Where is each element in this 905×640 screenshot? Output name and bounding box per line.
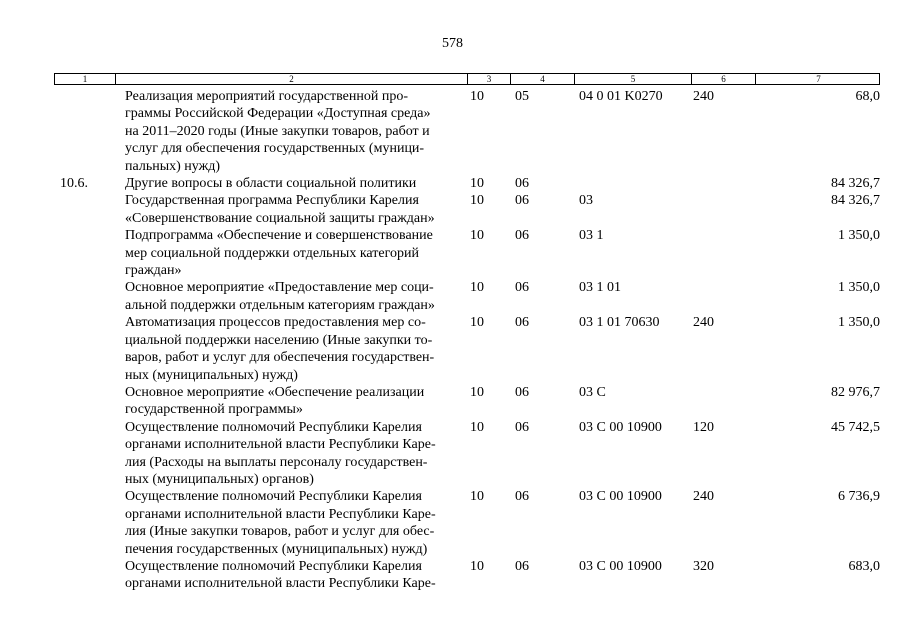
table-row [54,558,880,593]
row-number [54,488,115,558]
target-article-code: 03 С 00 10900 [579,558,662,574]
column-number: 7 [816,74,821,84]
item-name: Реализация мероприятий государственной про- граммы Российской Федерации «Доступная среда» на 2011–2020 годы (Иные закупки товаров, работ и услуг для обеспечения государственных (муници- пальных) нужд) [125,89,431,174]
amount: 68,0 [855,89,880,104]
amount: 84 326,7 [831,193,880,209]
budget-table [54,88,880,593]
subsection-code: 06 [515,419,529,435]
amount: 6 736,9 [838,489,880,505]
amount: 1 350,0 [838,315,880,331]
section-code: 10 [470,419,484,435]
section-code: 10 [470,315,484,331]
target-article-code: 03 С 00 10900 [579,489,662,505]
target-article-code: 03 1 [579,228,604,244]
subsection-code: 05 [515,89,529,104]
expense-type-code: 240 [693,489,714,505]
target-article-code [574,175,691,192]
item-name: Основное мероприятие «Предоставление мер соци- альной поддержки отдельным категориям граждан» [125,280,435,313]
section-code: 10 [470,176,484,192]
subsection-code: 06 [515,315,529,331]
expense-type-code: 240 [693,89,714,104]
row-number [54,314,115,384]
column-number: 5 [575,74,692,84]
target-article-code: 03 С [579,384,606,400]
section-code: 10 [470,489,484,505]
section-code: 10 [470,193,484,209]
subsection-code: 06 [515,228,529,244]
expense-type-code [691,227,755,279]
target-article-code: 03 1 01 [579,280,621,296]
section-code: 10 [470,384,484,400]
item-name: Осуществление полномочий Республики Карелия органами исполнительной власти Республики Каре- лия (Расходы на выплаты персоналу государствен- ных (муниципальных) органов) [125,419,436,487]
subsection-code: 06 [515,280,529,296]
subsection-code: 06 [515,489,529,505]
row-number: 10.6. [60,176,88,192]
column-number: 3 [468,74,511,84]
row-number [54,558,115,593]
expense-type-code [691,384,755,419]
amount: 84 326,7 [831,176,880,192]
column-number: 2 [116,74,468,84]
target-article-code: 03 С 00 10900 [579,419,662,435]
table-row [54,419,880,489]
page-number: 578 [442,36,463,51]
row-number [54,192,115,227]
table-row [54,175,880,192]
item-name: Подпрограмма «Обеспечение и совершенствование мер социальной поддержки отдельных категорий граждан» [125,228,433,279]
row-number [54,227,115,279]
expense-type-code: 120 [693,419,714,435]
table-row [54,192,880,227]
table-row [54,384,880,419]
subsection-code: 06 [515,384,529,400]
row-number [54,384,115,419]
item-name: Осуществление полномочий Республики Карелия органами исполнительной власти Республики Каре- [125,558,436,592]
target-article-code: 03 [579,193,593,209]
table-row [54,88,880,175]
table-row [54,279,880,314]
amount: 683,0 [848,558,880,574]
section-code: 10 [470,228,484,244]
amount: 45 742,5 [831,419,880,435]
subsection-code: 06 [515,558,529,574]
column-number: 4 [511,74,575,84]
amount: 82 976,7 [831,384,880,400]
table-row [54,488,880,558]
item-name: Автоматизация процессов предоставления мер со- циальной поддержки населению (Иные закупки то- варов, работ и услуг для обеспечения государствен- ных (муниципальных) нужд) [125,315,435,383]
item-name: Другие вопросы в области социальной политики [125,176,417,192]
row-number [54,419,115,489]
column-number: 6 [692,74,756,84]
amount: 1 350,0 [838,280,880,296]
item-name: Государственная программа Республики Карелия «Совершенствование социальной защиты граждан» [125,193,435,226]
item-name: Основное мероприятие «Обеспечение реализации государственной программы» [125,384,425,418]
expense-type-code: 240 [693,315,714,331]
subsection-code: 06 [515,193,529,209]
expense-type-code [691,279,755,314]
section-code: 10 [470,558,484,574]
target-article-code: 03 1 01 70630 [579,315,660,331]
expense-type-code [691,192,755,227]
item-name: Осуществление полномочий Республики Карелия органами исполнительной власти Республики Каре- лия (Иные закупки товаров, работ и услуг для обес- печения государственных (муниципальных) нужд) [125,489,436,557]
section-code: 10 [470,280,484,296]
expense-type-code: 320 [693,558,714,574]
expense-type-code [691,175,755,192]
table-column-numbers [54,73,880,85]
column-number: 1 [55,74,116,84]
row-number [54,88,115,175]
target-article-code: 04 0 01 K0270 [579,89,663,104]
subsection-code: 06 [515,176,529,192]
row-number [54,279,115,314]
table-row [54,227,880,279]
section-code: 10 [470,89,484,104]
table-row [54,314,880,384]
amount: 1 350,0 [838,228,880,244]
